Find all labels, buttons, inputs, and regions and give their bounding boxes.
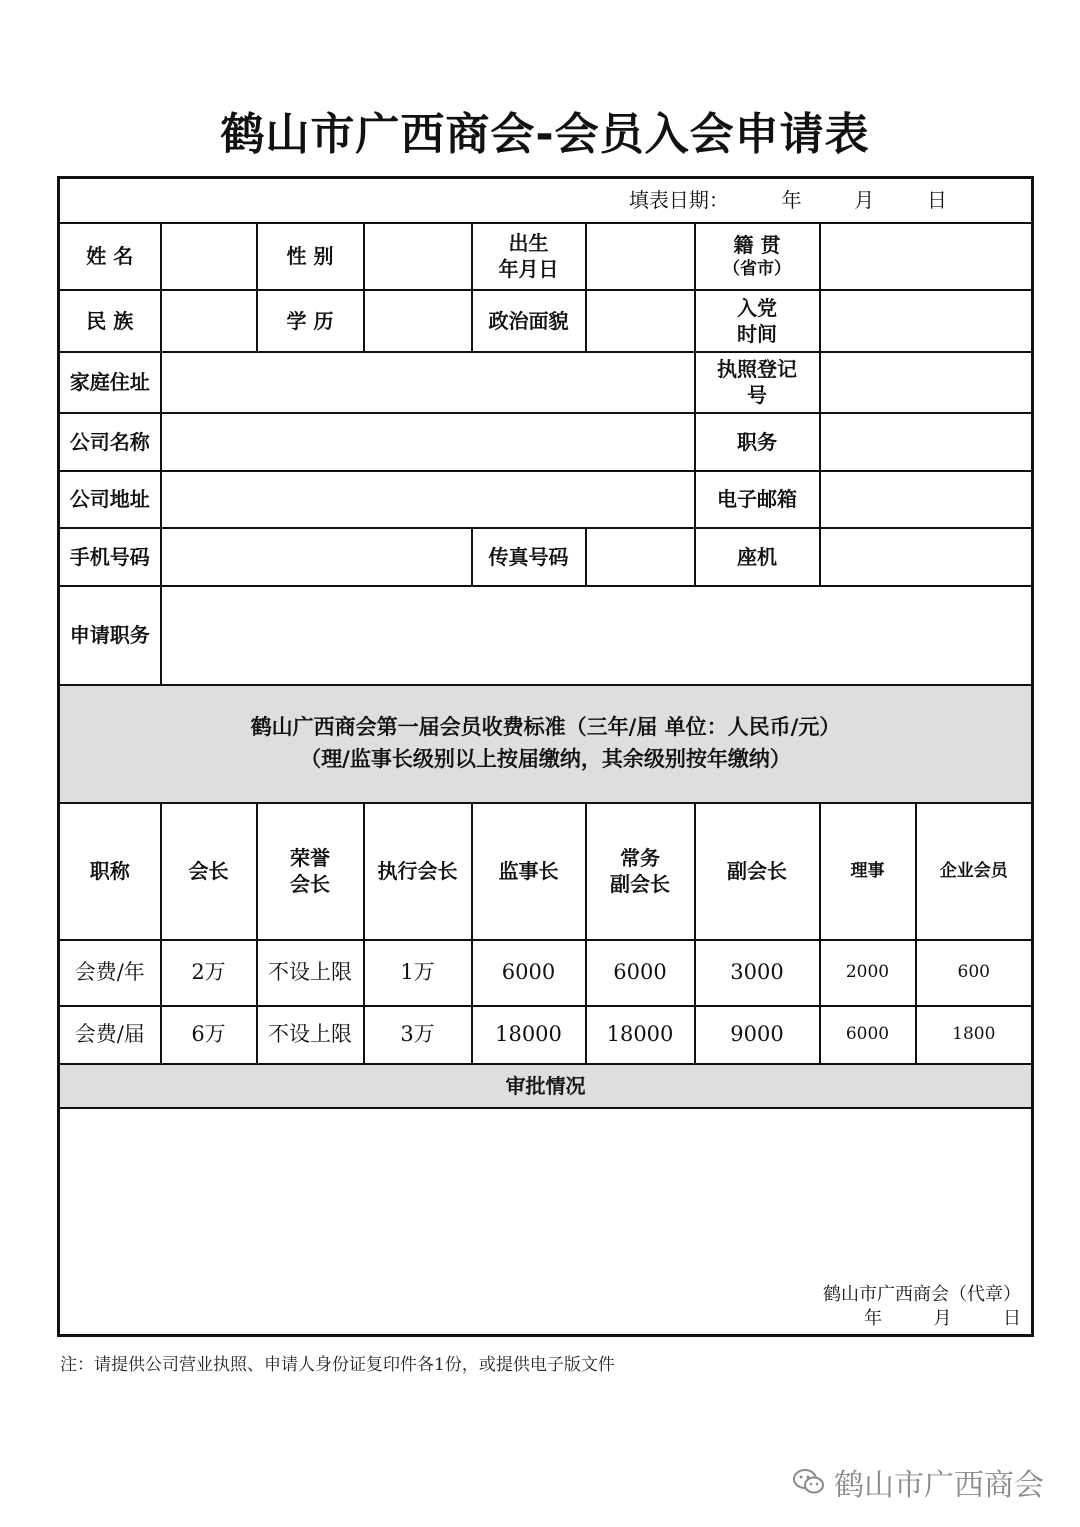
fee-cell: 600 (916, 940, 1033, 1006)
birth-label (472, 223, 586, 290)
fee-cell: 3000 (695, 940, 820, 1006)
fee-col-standing-vp-line1: 常务 (620, 846, 660, 870)
name-field[interactable] (161, 223, 257, 290)
wechat-icon (792, 1467, 826, 1497)
birth-label-line2: 年月日 (498, 257, 559, 281)
email-field[interactable] (820, 471, 1033, 528)
political-status-label: 政治面貌 (472, 290, 586, 352)
fax-field[interactable] (586, 528, 695, 586)
fee-cell: 不设上限 (257, 940, 364, 1006)
fee-cell: 3万 (364, 1006, 472, 1064)
position-label: 职务 (695, 413, 820, 471)
mobile-field[interactable] (161, 528, 472, 586)
native-place-line2: （省市） (723, 258, 791, 279)
license-no-line2: 号 (747, 383, 767, 407)
license-no-label (695, 352, 820, 413)
native-place-line1: 籍 贯 (733, 232, 781, 257)
fill-date-label: 填表日期： (628, 188, 729, 213)
form-title: 鹤山市广西商会-会员入会申请表 (220, 109, 870, 160)
landline-label: 座机 (695, 528, 820, 586)
gender-field[interactable] (364, 223, 472, 290)
gender-label: 性 别 (257, 223, 364, 290)
fee-col-honorary-line2: 会长 (290, 872, 330, 896)
approval-day: 日 (1003, 1307, 1022, 1329)
fee-cell: 18000 (472, 1006, 586, 1064)
name-label: 姓 名 (59, 223, 161, 290)
approval-seal-text: 鹤山市广西商会（代章） (823, 1284, 1022, 1306)
party-join-field[interactable] (820, 290, 1033, 352)
fee-cell: 6000 (586, 940, 695, 1006)
fee-standard-line1: 鹤山广西商会第一届会员收费标准（三年/届 单位：人民币/元） (250, 715, 841, 739)
company-address-label: 公司地址 (59, 471, 161, 528)
fee-cell: 2万 (161, 940, 257, 1006)
fee-col-vice-president: 副会长 (695, 803, 820, 940)
apply-position-label: 申请职务 (59, 586, 161, 685)
fee-col-standing-vp-line2: 副会长 (610, 872, 670, 896)
political-status-field[interactable] (586, 290, 695, 352)
fill-date-month: 月 (854, 188, 875, 213)
fee-col-title: 职称 (59, 803, 161, 940)
fax-label: 传真号码 (472, 528, 586, 586)
fee-cell: 2000 (820, 940, 916, 1006)
birth-field[interactable] (586, 223, 695, 290)
fee-col-president: 会长 (161, 803, 257, 940)
company-name-label: 公司名称 (59, 413, 161, 471)
fee-cell: 6000 (820, 1006, 916, 1064)
mobile-label: 手机号码 (59, 528, 161, 586)
email-label: 电子邮箱 (695, 471, 820, 528)
apply-position-field[interactable] (161, 586, 1033, 685)
watermark-text: 鹤山市广西商会 (834, 1468, 1044, 1503)
fee-cell: 9000 (695, 1006, 820, 1064)
fee-standard-line2: （理/监事长级别以上按届缴纳，其余级别按年缴纳） (300, 746, 791, 771)
fee-row-per-term (59, 1006, 1033, 1064)
approval-year: 年 (864, 1307, 883, 1329)
footnote: 注：请提供公司营业执照、申请人身份证复印件各1份，或提供电子版文件 (60, 1355, 615, 1375)
license-no-field[interactable] (820, 352, 1033, 413)
fee-col-executive-president: 执行会长 (364, 803, 472, 940)
fill-date-row (59, 178, 1033, 223)
approval-header: 审批情况 (59, 1064, 1033, 1108)
education-field[interactable] (364, 290, 472, 352)
fee-cell: 1800 (916, 1006, 1033, 1064)
position-field[interactable] (820, 413, 1033, 471)
party-join-line1: 入党 (737, 295, 777, 320)
company-name-field[interactable] (161, 413, 695, 471)
fee-row-yearly (59, 940, 1033, 1006)
party-join-line2: 时间 (737, 321, 777, 346)
fee-cell: 6万 (161, 1006, 257, 1064)
fee-col-enterprise-member: 企业会员 (916, 803, 1033, 940)
fee-cell: 18000 (586, 1006, 695, 1064)
approval-date (60, 1307, 1021, 1330)
landline-field[interactable] (820, 528, 1033, 586)
fill-date-day: 日 (927, 188, 948, 213)
approval-month: 月 (933, 1307, 952, 1329)
education-label: 学 历 (257, 290, 364, 352)
wechat-watermark (792, 1460, 1044, 1504)
home-address-label: 家庭住址 (59, 352, 161, 413)
native-place-label (695, 223, 820, 290)
company-address-field[interactable] (161, 471, 695, 528)
home-address-field[interactable] (161, 352, 695, 413)
fee-col-supervisor-chief: 监事长 (472, 803, 586, 940)
fee-standard-header (59, 685, 1033, 803)
application-form (57, 176, 1034, 1337)
fee-col-honorary-line1: 荣誉 (290, 846, 330, 870)
fee-row-label: 会费/届 (59, 1006, 161, 1064)
fee-cell: 不设上限 (257, 1006, 364, 1064)
fee-cell: 6000 (472, 940, 586, 1006)
fee-col-director: 理事 (820, 803, 916, 940)
ethnicity-label: 民 族 (59, 290, 161, 352)
fill-date-year: 年 (781, 188, 802, 213)
fee-col-standing-vp (586, 803, 695, 940)
fee-cell: 1万 (364, 940, 472, 1006)
approval-area[interactable] (59, 1108, 1033, 1336)
birth-label-line1: 出生 (508, 231, 549, 255)
fee-row-label: 会费/年 (59, 940, 161, 1006)
party-join-label (695, 290, 820, 352)
ethnicity-field[interactable] (161, 290, 257, 352)
native-place-field[interactable] (820, 223, 1033, 290)
license-no-line1: 执照登记 (717, 357, 797, 381)
fee-col-honorary-president (257, 803, 364, 940)
